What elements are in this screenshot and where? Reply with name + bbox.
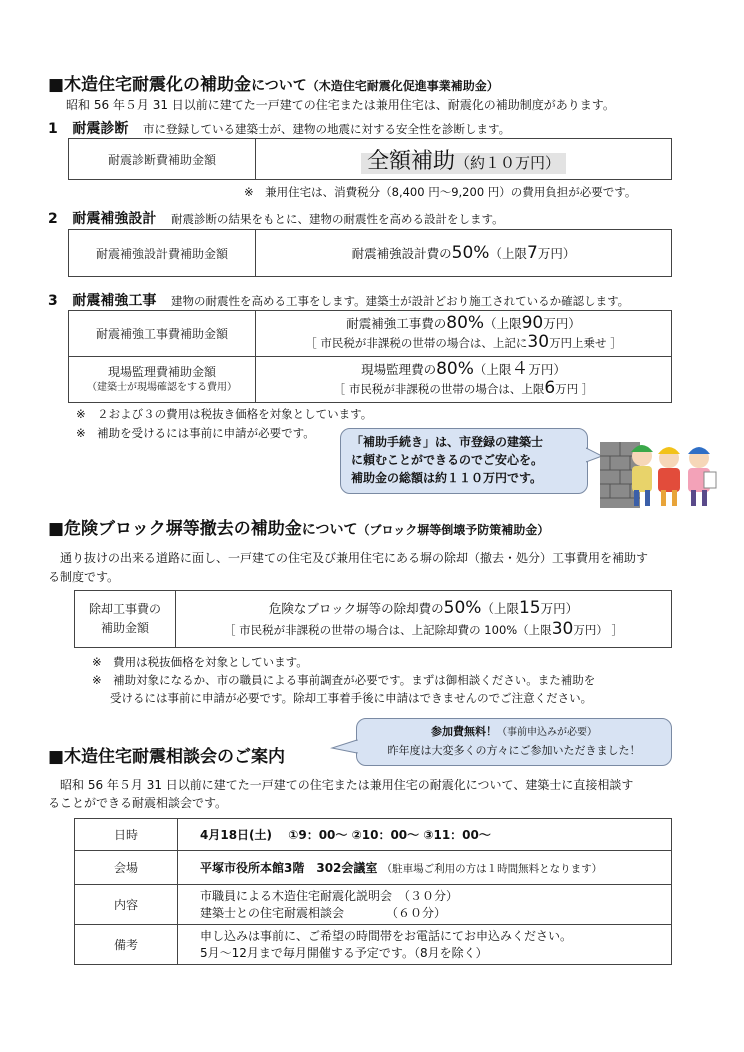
sec2-value-post: 万円） bbox=[540, 600, 579, 616]
info-value-date: 4月18日(土) ①9：00～ ②10：00～ ③11：00～ bbox=[178, 819, 672, 851]
item1-table bbox=[68, 138, 672, 180]
sec2-value-pct: 50% bbox=[443, 597, 482, 618]
item1-label: 耐震診断費補助金額 bbox=[69, 139, 256, 180]
info-venue-note: （駐車場ご利用の方は１時間無料となります） bbox=[381, 863, 603, 875]
info-remarks-line1: 申し込みは事前に、ご希望の時間帯をお電話にてお申込みください。 bbox=[200, 928, 573, 943]
item1-value-main: 全額補助 bbox=[366, 148, 455, 174]
sec2-value-mid: （上限 bbox=[481, 600, 519, 616]
info-label-date: 日時 bbox=[75, 819, 178, 851]
sec2-label-2: 補助金額 bbox=[100, 621, 149, 635]
item2-value-post: 万円） bbox=[537, 246, 576, 261]
info-value-remarks bbox=[178, 925, 672, 965]
sec2-sub-pre: 市民税が非課税の世帯の場合は、上記除却費の 100%（上限 bbox=[239, 622, 552, 637]
item2-value-pct: 50% bbox=[451, 243, 490, 263]
info-label-content: 内容 bbox=[75, 885, 178, 925]
item3-row1-sub-post: 万円上乗せ bbox=[549, 336, 607, 350]
item3-row2-sub: ［ 市民税が非課税の世帯の場合は、上限6万円 ］ bbox=[333, 378, 594, 398]
item3-row1-mid: （上限 bbox=[484, 316, 522, 331]
free-entry-bubble bbox=[356, 718, 672, 766]
item1-heading bbox=[48, 118, 510, 138]
item3-row2-sub-post: 万円 bbox=[555, 382, 579, 396]
item3-desc: 建物の耐震性を高める工事をします。建築士が設計どおり施工されているか確認します。 bbox=[171, 294, 630, 308]
item2-table bbox=[68, 229, 672, 277]
item3-row2-sub-num: 6 bbox=[544, 378, 556, 398]
sec2-value-pre: 危険なブロック塀等の除却費の bbox=[268, 600, 444, 616]
item3-row2-label-sub: （建築士が現場確認をする費用） bbox=[87, 381, 237, 393]
item1-value-paren: （約１０万円） bbox=[455, 153, 561, 172]
item1-note: ※ 兼用住宅は、消費税分（8,400 円～9,200 円）の費用負担が必要です。 bbox=[244, 185, 637, 199]
sec2-table bbox=[74, 590, 672, 648]
item3-row1-sub-pre: 市民税が非課税の世帯の場合は、上記に bbox=[320, 336, 528, 350]
sec2-label bbox=[75, 591, 176, 648]
sec2-value-num: 15 bbox=[518, 597, 541, 618]
sec2-sub: ［ 市民税が非課税の世帯の場合は、上記除却費の 100%（上限30万円） ］ bbox=[224, 618, 623, 639]
sec2-intro-1: 通り抜けの出来る道路に面し、一戸建ての住宅及び兼用住宅にある塀の除却（撤去・処分）工事費用を補助す bbox=[60, 551, 649, 565]
item3-row1-pre: 耐震補強工事費の bbox=[346, 316, 447, 331]
item3-row2-post: 万円） bbox=[528, 362, 566, 377]
procedure-bubble bbox=[340, 428, 588, 494]
item2-desc: 耐震診断の結果をもとに、建物の耐震性を高める設計をします。 bbox=[171, 212, 504, 226]
item2-value-mid: （上限 bbox=[489, 246, 527, 261]
item3-row2-num: ４ bbox=[511, 359, 529, 379]
free-entry-line2: 昨年度は大変多くの方々にご参加いただきました！ bbox=[387, 744, 641, 757]
bubble-tail-left bbox=[330, 738, 358, 756]
item3-row1-value bbox=[256, 311, 672, 357]
item2-name: 耐震補強設計 bbox=[72, 211, 157, 227]
child-yellow-cap-icon bbox=[658, 447, 680, 506]
item2-value bbox=[256, 230, 672, 277]
sec2-note-1: ※ 費用は税抜価格を対象としています。 bbox=[92, 655, 308, 669]
sec2-title-paren: （ブロック塀等倒壊予防策補助金） bbox=[357, 523, 550, 537]
item3-row1-post: 万円） bbox=[543, 316, 581, 331]
info-label-remarks: 備考 bbox=[75, 925, 178, 965]
sec3-info-table bbox=[74, 818, 672, 965]
sec1-title bbox=[48, 70, 499, 95]
sec1-title-paren: （木造住宅耐震化促進事業補助金） bbox=[306, 79, 499, 93]
info-content-line2: 建築士との住宅耐震相談会 （６０分） bbox=[200, 905, 447, 920]
item1-name: 耐震診断 bbox=[72, 121, 129, 137]
item3-row1-label: 耐震補強工事費補助金額 bbox=[69, 311, 256, 357]
sec3-intro-1: 昭和 56 年５月 31 日以前に建てた一戸建ての住宅または兼用住宅の耐震化について、建築士に直接相談す bbox=[60, 778, 634, 792]
child-blue-cap-icon bbox=[688, 447, 716, 506]
sec1-note-2: ※ 補助を受けるには事前に申請が必要です。 bbox=[76, 426, 315, 440]
sec3-intro-2: ることができる耐震相談会です。 bbox=[48, 796, 228, 810]
item3-row1-sub-num: 30 bbox=[527, 332, 550, 352]
item3-row2-pre: 現場監理費の bbox=[361, 362, 437, 377]
info-value-venue bbox=[178, 851, 672, 885]
item3-row2-label-cell bbox=[69, 357, 256, 403]
item3-row1-sub: ［ 市民税が非課税の世帯の場合は、上記に30万円上乗せ ］ bbox=[305, 332, 622, 352]
procedure-bubble-line1: 「補助手続き」は、市登録の建築士 bbox=[351, 435, 544, 449]
procedure-bubble-line2: に頼むことができるのでご安心を。 bbox=[351, 453, 544, 467]
info-label-venue: 会場 bbox=[75, 851, 178, 885]
item2-value-pre: 耐震補強設計費の bbox=[351, 246, 452, 261]
sec1-intro: 昭和 56 年５月 31 日以前に建てた一戸建ての住宅または兼用住宅は、耐震化の補助制度があります。 bbox=[66, 98, 615, 112]
child-green-cap-icon bbox=[631, 445, 653, 506]
sec2-title-main: ■危険ブロック塀等撤去の補助金 bbox=[48, 519, 302, 539]
item1-desc: 市に登録している建築士が、建物の地震に対する安全性を診断します。 bbox=[143, 122, 511, 136]
item2-num: 2 bbox=[48, 211, 58, 227]
item3-row2-mid: （上限 bbox=[473, 362, 512, 377]
item3-row2-pct: 80% bbox=[436, 359, 474, 379]
free-entry-rest: （事前申込みが必要） bbox=[497, 727, 597, 738]
sec2-note-2: ※ 補助対象になるか、市の職員による事前調査が必要です。まずは御相談ください。また補助を bbox=[92, 673, 596, 687]
sec2-value bbox=[176, 591, 672, 648]
info-venue-main: 平塚市役所本館3階 302会議室 bbox=[200, 861, 378, 875]
sec2-intro-2: る制度です。 bbox=[48, 570, 120, 584]
sec2-sub-post: 万円） bbox=[573, 622, 608, 637]
item3-row1-num: 90 bbox=[521, 313, 544, 333]
sec3-title: ■木造住宅耐震相談会のご案内 bbox=[48, 747, 286, 767]
procedure-bubble-line3: 補助金の総額は約１１０万円です。 bbox=[351, 471, 543, 485]
item2-heading bbox=[48, 208, 504, 228]
sec2-title-suffix: について bbox=[301, 522, 358, 538]
sec2-sub-num: 30 bbox=[551, 618, 574, 639]
sec2-title bbox=[48, 514, 549, 539]
item1-value bbox=[256, 139, 672, 180]
info-content-line1: 市職員による木造住宅耐震化説明会 （３０分） bbox=[200, 888, 459, 903]
sec2-note-3: 受けるには事前に申請が必要です。除却工事着手後に申請はできませんのでご注意ください。 bbox=[110, 691, 593, 705]
item2-value-num: 7 bbox=[526, 243, 538, 263]
sec1-title-suffix: について bbox=[251, 78, 307, 94]
kids-illustration bbox=[600, 426, 724, 510]
item3-table bbox=[68, 310, 672, 403]
item3-row1-pct: 80% bbox=[446, 313, 485, 333]
item1-num: 1 bbox=[48, 121, 58, 137]
free-entry-bold: 参加費無料！ bbox=[431, 725, 497, 738]
item3-num: 3 bbox=[48, 293, 58, 309]
sec2-label-1: 除却工事費の bbox=[88, 602, 161, 616]
item3-name: 耐震補強工事 bbox=[72, 293, 157, 309]
sec1-note-1: ※ ２および３の費用は税抜き価格を対象としています。 bbox=[76, 407, 373, 421]
item3-row2-label: 現場監理費補助金額 bbox=[107, 364, 216, 379]
item3-heading bbox=[48, 290, 629, 310]
item3-row2-value bbox=[256, 357, 672, 403]
info-value-content bbox=[178, 885, 672, 925]
item2-label: 耐震補強設計費補助金額 bbox=[69, 230, 256, 277]
sec1-title-main: ■木造住宅耐震化の補助金 bbox=[48, 75, 252, 95]
info-remarks-line2: 5月～12月まで毎月開催する予定です。（8月を除く） bbox=[200, 945, 488, 960]
item3-row2-sub-pre: 市民税が非課税の世帯の場合は、上限 bbox=[348, 382, 545, 396]
